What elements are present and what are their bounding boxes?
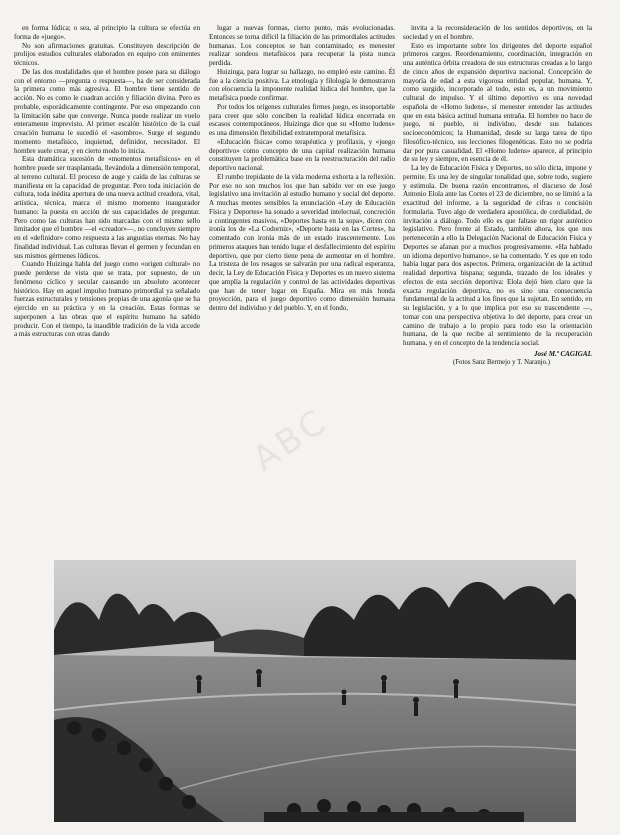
paragraph: «Educación física» como terapéutica y profilaxis, y «juego deportivo» como concepto de una capital realización humana constituyen la problemática base en la reestructuración del radio deportivo nacional. xyxy=(209,137,395,172)
paragraph: No son afirmaciones gratuitas. Constituyen descripción de prolijos estudios culturales elaborados en equipo con eminentes técnicos. xyxy=(14,41,200,67)
right-paragraphs xyxy=(403,24,592,348)
paragraph: Esta dramática sucesión de «momentos metafísicos» en el hombre puede ser trasplantada, llevándola a dimensión temporal, al terreno cultural. El proceso de auge y caída de las culturas se manifiesta en la capacidad de preguntar. Pero toda iniciación de cultura, toda inédita apertura de una nueva actitud creadora, vital, artística, técnica, marca el mismo momento inaugurador humano: la puesta en acción de sus capacidades de preguntar. Pero como las culturas han sido marcadas con el mismo sello limitador que el hombre —el «creador»—, no concluyen siempre en el «definidor» como respuesta a las angustias eternas. No hay finalidad individual. Las culturas llevan el germen y fecundan en sus mismos gérmenes lúdicos. xyxy=(14,155,200,260)
paragraph: Esto es importante sobre los dirigentes del deporte español primeros cargos. Reordenamiento, coordinación, integración en una auténtica órbita creadora de sus estructuras creadas a lo largo de cinco años de expansión deportiva nacional. Concepción de mayoría de edad a esta vigorosa entidad popular, humana. Y, como surgido, incorporado al todo, esto es, a un movimiento cultural de impulso. Y el último deportivo es una novedad española de «Homo ludens», sí menester entender las actitudes que en esta básica actitud humana entraña. El hombre no hace de juego, ni pueblo, ni individuo, desde sus balances socioeconómicos; la Humanidad, desde su larga tarea de tipo filosófico-técnico, sus lecciones filogenéticas. Esto no se podría dar por pura casualidad. El «Homo ludens» aparece, al principio de su ley y siempre, en esencia de él. xyxy=(403,41,592,164)
paragraph: Huizinga, para lograr su hallazgo, no empleó este camino. Él fue a la ciencia positiva. La etnología y filología le demostraron con elocuencia la imponente realidad lúdica del hombre, que la metafísica puede confirmar. xyxy=(209,67,395,102)
paragraph: Por todos los orígenes culturales firmes juego, es insoportable para creer que sólo conciben la realidad lúdica encerrada en escasos contemporáneos. Huizinga dice que su «Homo ludens» es una dimensión flexibilidad extratemporal metafísica. xyxy=(209,102,395,137)
paragraph: invita a la reconsideración de los sentidos deportivos, en la sociedad y en el hombre. xyxy=(403,24,592,41)
paragraph: Cuando Huizinga habla del juego como «origen cultural» no puede perderse de vista que se trata, por supuesto, de un fenómeno cíclico y secular causando un absoluto acontecer histórico. Hay en aquel impulso humano primordial ya señalado fuerzas estructurales y tensiones propias de una agonía que se ha ejercido en su práctica y en la creación. Estas formas se superponen a las obras que el espíritu humano ha sabido producir. Con el tiempo, la inaudible tradición de la vida accede a más estructuras con otras dando xyxy=(14,260,200,339)
paragraph: La ley de Educación Física y Deportes, no sólo dicta, impone y permite. Es una ley de singular tonalidad que, sobre todo, sugiere y estimula. De buena razón encontramos, el discurso de José Antonio Elola ante las Cortes el 23 de diciembre, no se limitó a la exactitud del informe, a la seguridad de cifras o concisión formularia. Tuvo algo de verdadera apostólica, de cordialidad, de invitación a diálogo. Todo ello es que faltase un rigor auténtico legislativo. Pero frente al Estado, también ahora, los que nos pertenecerán a ello la Delegación Nacional de Educación Física y Deportes se afanan por a muchos progresivamente. «Ha hablado un idioma deportivo humano», se ha comentado. Y es que en todo había lugar para dos aspectos. Primera, organización de la actitud realidad deportiva hispana; segunda, trazado de los ideales y efectos de esta sección deportiva: Elola dejó bien claro que la exacta regulación deportiva, no es sino una consecuencia fundamental de la actitud a los fines que la sujetan. En sentido, en su legislación, y a lo que implica por eso su trascendente —, tomar con una perspectiva objetiva lo del deporte, para crear un camino de trabajo a lo propio para todo eso la orientación humana, de la que recibe al sentimiento de la recuperación humana, y en el concepto de la tendencia social. xyxy=(403,164,592,347)
author-signature: José M.ª CAGIGAL xyxy=(533,349,592,358)
sports-field-illustration xyxy=(54,560,576,822)
watermark: ABC xyxy=(245,400,336,480)
article-column-left xyxy=(14,24,200,536)
sports-field-photo xyxy=(54,560,576,822)
paragraph: en forma lúdica; o sea, al principio la cultura se efectúa en forma de «juego». xyxy=(14,24,200,41)
paragraph: lugar a nuevas formas, cierto punto, más evolucionadas. Entonces se torna difícil la filiación de las primordiales actitudes humanas. Los conceptos se han contaminado; es menester realizar sondeos metafísicos para recuperar la pista nunca perdida. xyxy=(209,24,395,67)
paragraph: El rumbo trepidante de la vida moderna exhorta a la reflexión. Por eso no son muchos los que han sabido ver en ese juego legislativo una invitación al estudio humano y social del deporte. A muchas mentes sensibles la enunciación «Ley de Educación Física y Deportes» ha sonado a severidad intelectual, concreción a contingentes masivos, «Deportes hasta en la sopa», dicen con ironía los de «La Codorniz», «Deporte hasta en las Cortes», ha comentado con ironía más de un estado irascentemente. Los primeros ataques han tenido lugar el desfallecimiento del espíritu deportivo, que por cierto tiene pena de aumentar en el hombre. La tristeza de los resagos se salvarán por una radical esperanza, decir, la Ley de Educación Física y Deportes es un nuevo sistema que amplía la regulación y control de las actividades deportivas que han de tener lugar en España. Mira en más honda proyección, para el juego deportivo como dimensión humana dentro del individuo y del pueblo. Y, en el fondo, xyxy=(209,172,395,312)
article-column-middle xyxy=(209,24,395,329)
article-column-right xyxy=(403,24,592,579)
photo-credit: (Fotos Sanz Bermejo y T. Naranjo.) xyxy=(453,358,550,366)
paragraph: De las dos modalidades que el hombre posee para su diálogo con el entorno —pregunta o respuesta—, ha de ser considerada la primera como más agresiva. El hombre tiene sentido de acción. No es como le cuadran acción y filiación divina. Pero es probable, esporádicamente contingente. Por eso empezando con la limitación sabe que converge. Nunca puede realizar un vuelo enteramente imprevisto. Al primer escalón histórico de la cual creación humana le sucedió el «asombro». Surge el segundo momento metafísico, inquietud, definidor, necesitador. El hombre suele crear, y en cierto modo lo inicia. xyxy=(14,67,200,155)
